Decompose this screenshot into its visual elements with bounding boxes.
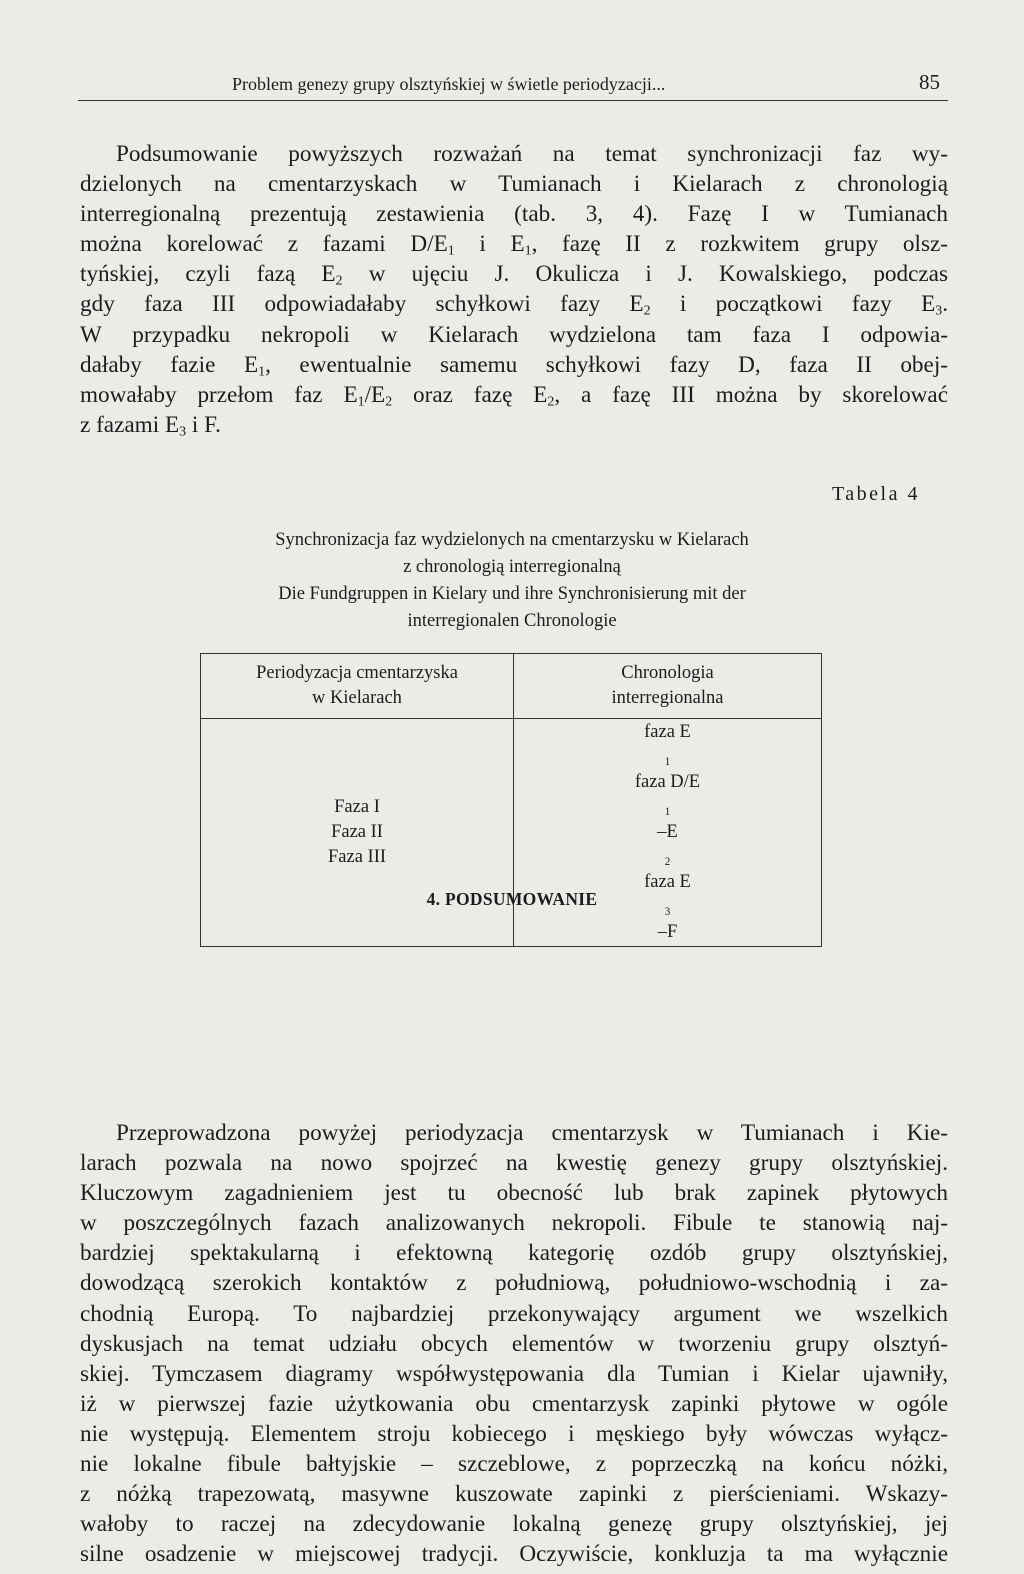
- text-line: nie lokalne fibule bałtyjskie – szczeblowe, z poprzeczką na końcu nóżki,: [80, 1451, 948, 1478]
- text-line: chodnią Europą. To najbardziej przekonywający argument we wszelkich: [80, 1300, 948, 1327]
- text-line: iż w pierwszej fazie użytkowania obu cmentarzysk zapinki płytowe w ogóle: [80, 1390, 948, 1417]
- text-line: dowodzącą szerokich kontaktów z południową, południowo-wschodnią i za-: [80, 1270, 948, 1297]
- text-line: można korelować z fazami $D/E_1$ i $E_1$, fazę II z rozkwitem grupy olsz-: [80, 231, 948, 259]
- paragraph-conclusion: [80, 1118, 948, 1569]
- table-header-row: [201, 654, 822, 719]
- caption-line: Die Fundgruppen in Kielary und ihre Synchronisierung mit der: [278, 584, 746, 604]
- text-line: z nóżką trapezowatą, masywne kuszowate zapinki z pierścieniami. Wskazy-: [80, 1481, 948, 1508]
- caption-line: Synchronizacja faz wydzielonych na cmentarzysku w Kielarach: [275, 530, 749, 550]
- text-line: dyskusjach na temat udziału obcych elementów w tworzeniu grupy olsztyń-: [80, 1330, 948, 1357]
- text-line: nie występują. Elementem stroju kobiecego i męskiego były wówczas wyłącz-: [80, 1420, 948, 1447]
- text-line: gdy faza III odpowiadałaby schyłkowi fazy $E_2$ i początkowi fazy $E_3$.: [80, 291, 948, 319]
- text-line: Kluczowym zagadnieniem jest tu obecność lub brak zapinek płytowych: [80, 1180, 948, 1207]
- running-title: Problem genezy grupy olsztyńskiej w świetle periodyzacji...: [232, 74, 666, 94]
- caption-line: interregionalen Chronologie: [407, 611, 617, 631]
- header-cell-chronology: Chronologia interregionalna: [514, 654, 822, 719]
- page-number: 85: [919, 70, 940, 94]
- cell-chronology: faza E $_1$ faza D/E $_1$ –E $_2$ faza E $_3$ –F: [514, 719, 822, 947]
- text-line: bardziej spektakularną i efektowną kategorię ozdób grupy olsztyńskiej,: [80, 1240, 948, 1267]
- table-caption: [0, 527, 1024, 635]
- caption-line: z chronologią interregionalną: [403, 557, 621, 577]
- text-line: Przeprowadzona powyżej periodyzacja cmentarzysk w Tumianach i Kie-: [116, 1120, 948, 1146]
- text-line: interregionalną prezentują zestawienia (tab. 3, 4). Fazę I w Tumianach: [80, 201, 948, 228]
- section-heading: 4. PODSUMOWANIE: [426, 889, 598, 909]
- text-line: w poszczególnych fazach analizowanych nekropoli. Fibule te stanowią naj-: [80, 1210, 948, 1237]
- text-line: dzielonych na cmentarzyskach w Tumianach i Kielarach z chronologią: [80, 171, 948, 198]
- text-line: dałaby fazie $E_1$, ewentualnie samemu schyłkowi fazy D, faza II obej-: [80, 351, 948, 380]
- text-line: Podsumowanie powyższych rozważań na temat synchronizacji faz wy-: [116, 141, 948, 167]
- table-row: [201, 719, 822, 947]
- text-line: W przypadku nekropoli w Kielarach wydzielona tam faza I odpowia-: [80, 321, 948, 348]
- text-line: tyńskiej, czyli fazą $E_2$ w ujęciu J. Okulicza i J. Kowalskiego, podczas: [80, 261, 949, 289]
- paragraph-summary-synchronization: [80, 139, 948, 440]
- text-line: z fazami $E_3$ i F.: [80, 411, 221, 440]
- table-label: Tabela 4: [831, 483, 920, 505]
- text-line: larach pozwala na nowo spojrzeć na kwestię genezy grupy olsztyńskiej.: [80, 1150, 948, 1177]
- cell-phases: Faza I Faza II Faza III: [201, 719, 514, 947]
- running-header: [78, 70, 948, 101]
- header-cell-periodization: Periodyzacja cmentarzyska w Kielarach: [201, 654, 514, 719]
- text-line: wałoby to raczej na zdecydowanie lokalną genezę grupy olsztyńskiej, jej: [80, 1511, 948, 1538]
- text-line: skiej. Tymczasem diagramy współwystępowania dla Tumian i Kielar ujawniły,: [80, 1360, 948, 1387]
- text-line: mowałaby przełom faz $E_1/E_2$ oraz fazę $E_2$, a fazę III można by skorelować: [80, 381, 949, 410]
- text-line: silne osadzenie w miejscowej tradycji. Oczywiście, konkluzja ta ma wyłącznie: [80, 1541, 948, 1568]
